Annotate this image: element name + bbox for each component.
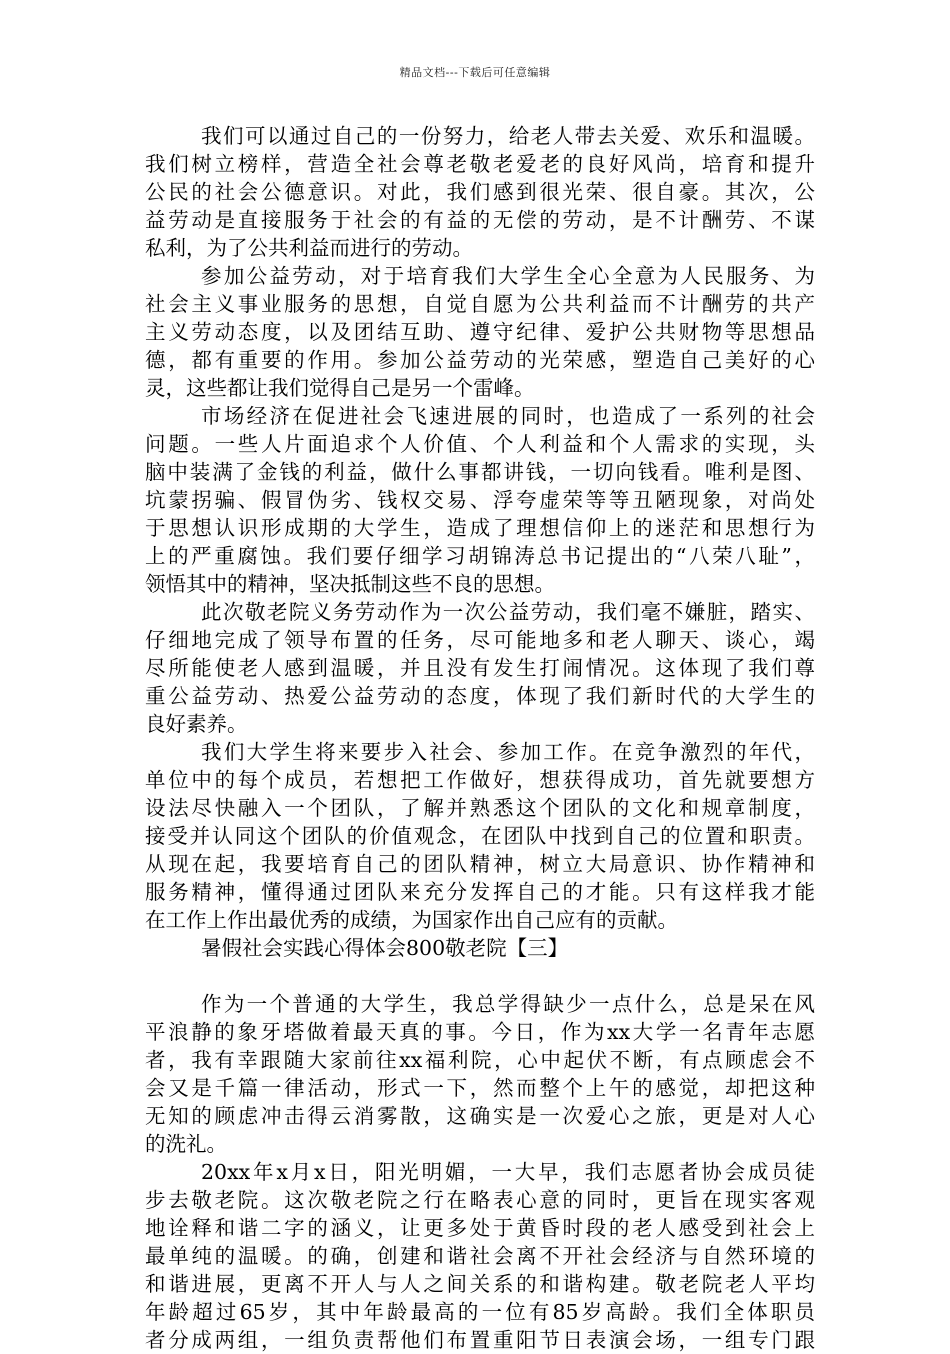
- text-line: 主义劳动态度，以及团结互助、遵守纪律、爱护公共财物等思想品: [145, 320, 815, 344]
- text-line: 参加公益劳动，对于培育我们大学生全心全意为人民服务、为: [201, 264, 815, 288]
- text-line: 我们可以通过自己的一份努力，给老人带去关爱、欢乐和温暖。: [201, 124, 815, 148]
- text-line: 和谐进展，更离不开人与人之间关系的和谐构建。敬老院老人平均: [145, 1272, 815, 1296]
- text-line: 公民的社会公德意识。对此，我们感到很光荣、很自豪。其次，公: [145, 180, 815, 204]
- text-line: [145, 962, 815, 990]
- document-body: [145, 122, 815, 1354]
- text-line: 年龄超过65岁，其中年龄最高的一位有85岁高龄。我们全体职员: [145, 1300, 815, 1324]
- text-line: 地诠释和谐二字的涵义，让更多处于黄昏时段的老人感受到社会上: [145, 1216, 815, 1240]
- text-line: 问题。一些人片面追求个人价值、个人利益和个人需求的实现，头: [145, 432, 815, 456]
- text-line: 暑假社会实践心得体会800敬老院【三】: [201, 936, 569, 960]
- text-line: 最单纯的温暖。的确，创建和谐社会离不开社会经济与自然环境的: [145, 1244, 815, 1268]
- text-line: 作为一个普通的大学生，我总学得缺少一点什么，总是呆在风: [201, 992, 815, 1016]
- text-line: 我们大学生将来要步入社会、参加工作。在竞争激烈的年代，: [201, 740, 815, 764]
- text-line: 益劳动是直接服务于社会的有益的无偿的劳动，是不计酬劳、不谋: [145, 208, 815, 232]
- text-line: 上的严重腐蚀。我们要仔细学习胡锦涛总书记提出的“八荣八耻”，: [145, 544, 815, 568]
- text-line: 私利，为了公共利益而进行的劳动。: [145, 236, 473, 260]
- text-line: 从现在起，我要培育自己的团队精神，树立大局意识、协作精神和: [145, 852, 815, 876]
- text-line: 步去敬老院。这次敬老院之行在略表心意的同时，更旨在现实客观: [145, 1188, 815, 1212]
- text-line: 此次敬老院义务劳动作为一次公益劳动，我们毫不嫌脏，踏实、: [201, 600, 815, 624]
- text-line: 领悟其中的精神，坚决抵制这些不良的思想。: [145, 572, 555, 596]
- text-line: 无知的顾虑冲击得云消雾散，这确实是一次爱心之旅，更是对人心: [145, 1104, 815, 1128]
- page-header: 精品文档---下载后可任意编辑: [399, 66, 551, 79]
- text-line: 接受并认同这个团队的价值观念，在团队中找到自己的位置和职责。: [145, 824, 815, 848]
- text-line: 灵，这些都让我们觉得自己是另一个雷峰。: [145, 376, 535, 400]
- text-line: 仔细地完成了领导布置的任务，尽可能地多和老人聊天、谈心，竭: [145, 628, 815, 652]
- text-line: 坑蒙拐骗、假冒伪劣、钱权交易、浮夸虚荣等等丑陋现象，对尚处: [145, 488, 815, 512]
- text-line: 社会主义事业服务的思想，自觉自愿为公共利益而不计酬劳的共产: [145, 292, 815, 316]
- text-line: 德，都有重要的作用。参加公益劳动的光荣感，塑造自己美好的心: [145, 348, 815, 372]
- text-line: 良好素养。: [145, 712, 248, 736]
- text-line: 于思想认识形成期的大学生，造成了理想信仰上的迷茫和思想行为: [145, 516, 815, 540]
- text-line: 者，我有幸跟随大家前往xx福利院，心中起伏不断，有点顾虑会不: [145, 1048, 815, 1072]
- text-line: 会又是千篇一律活动，形式一下，然而整个上午的感觉，却把这种: [145, 1076, 815, 1100]
- text-line: 我们树立榜样，营造全社会尊老敬老爱老的良好风尚，培育和提升: [145, 152, 815, 176]
- text-line: 设法尽快融入一个团队，了解并熟悉这个团队的文化和规章制度，: [145, 796, 815, 820]
- text-line: 20xx年x月x日，阳光明媚，一大早，我们志愿者协会成员徒: [201, 1160, 815, 1184]
- text-line: 平浪静的象牙塔做着最天真的事。今日，作为xx大学一名青年志愿: [145, 1020, 815, 1044]
- text-line: 者分成两组，一组负责帮他们布置重阳节日表演会场，一组专门跟: [145, 1328, 815, 1352]
- text-line: 服务精神，懂得通过团队来充分发挥自己的才能。只有这样我才能: [145, 880, 815, 904]
- text-line: 的洗礼。: [145, 1132, 227, 1156]
- text-line: 市场经济在促进社会飞速进展的同时，也造成了一系列的社会: [201, 404, 815, 428]
- text-line: 单位中的每个成员，若想把工作做好，想获得成功，首先就要想方: [145, 768, 815, 792]
- text-line: 尽所能使老人感到温暖，并且没有发生打闹情况。这体现了我们尊: [145, 656, 815, 680]
- text-line: 脑中装满了金钱的利益，做什么事都讲钱，一切向钱看。唯利是图、: [145, 460, 815, 484]
- text-line: 在工作上作出最优秀的成绩，为国家作出自己应有的贡献。: [145, 908, 678, 932]
- text-line: 重公益劳动、热爱公益劳动的态度，体现了我们新时代的大学生的: [145, 684, 815, 708]
